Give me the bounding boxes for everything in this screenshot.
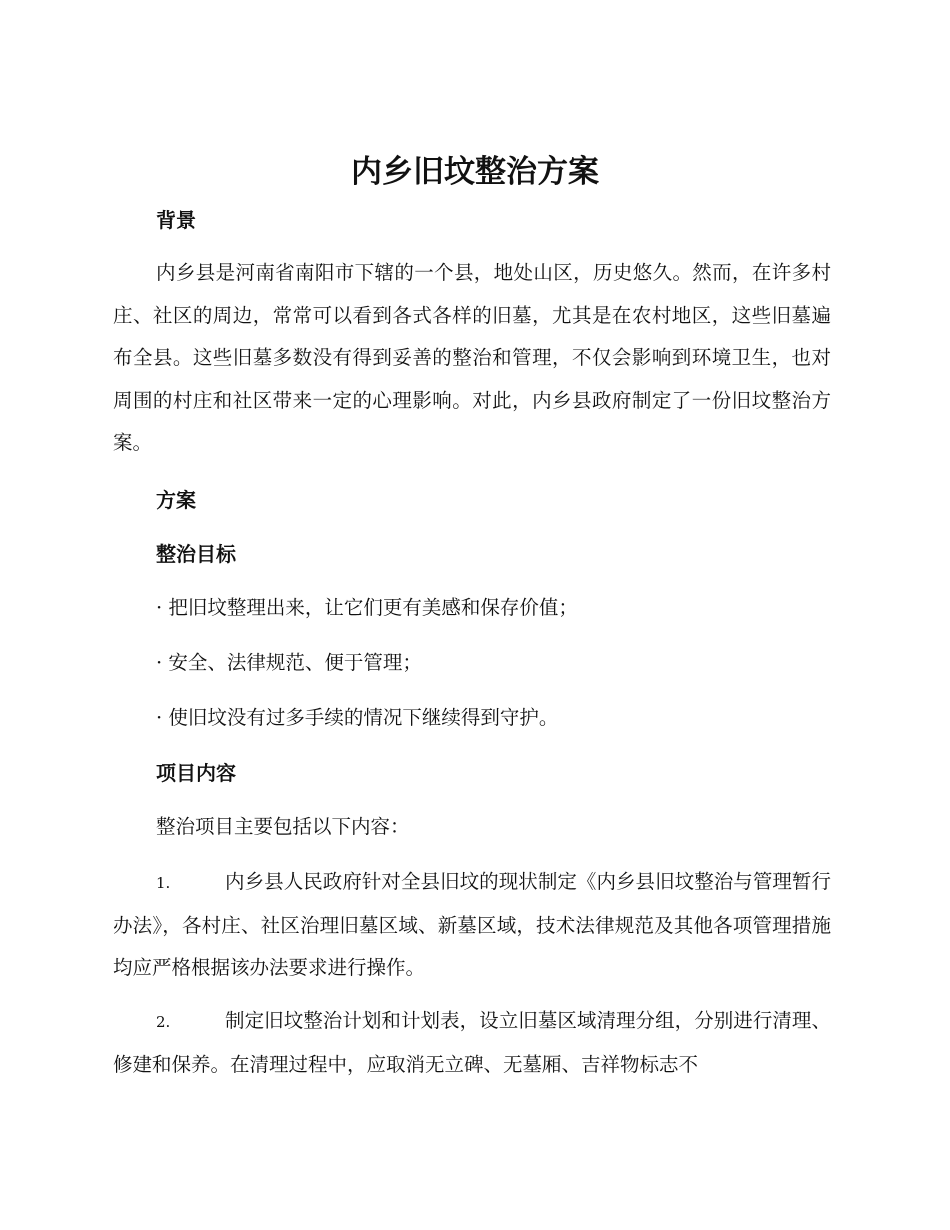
document-title: 内乡旧坟整治方案 [351, 154, 599, 190]
goal-bullet: · 安全、法律规范、便于管理； [156, 651, 422, 674]
content-item [113, 1000, 831, 1086]
item-number: 1. [156, 874, 171, 892]
heading-background: 背景 [156, 208, 196, 232]
item-text: 内乡县人民政府针对全县旧坟的现状制定《内乡县旧坟整治与管理暂行办法》，各村庄、社区治理旧墓区域、新墓区域，技术法律规范及其他各项管理措施均应严格根据该办法要求进行操作。 [113, 870, 831, 980]
background-paragraph: 内乡县是河南省南阳市下辖的一个县，地处山区，历史悠久。然而，在许多村庄、社区的周边，常常可以看到各式各样的旧墓，尤其是在农村地区，这些旧墓遍布全县。这些旧墓多数没有得到妥善的整治和管理，不仅会影响到环境卫生，也对周围的村庄和社区带来一定的心理影响。对此，内乡县政府制定了一份旧坟整治方案。 [113, 261, 831, 455]
heading-content: 项目内容 [156, 761, 236, 785]
content-intro: 整治项目主要包括以下内容： [156, 815, 410, 838]
item-number: 2. [156, 1013, 171, 1031]
goal-bullet: · 使旧坟没有过多手续的情况下继续得到守护。 [156, 706, 559, 729]
content-item [113, 861, 831, 990]
heading-plan: 方案 [156, 488, 196, 512]
heading-goals: 整治目标 [156, 542, 236, 566]
goal-bullet: · 把旧坟整理出来，让它们更有美感和保存价值； [156, 596, 578, 619]
item-text: 制定旧坟整治计划和计划表，设立旧墓区域清理分组，分别进行清理、修建和保养。在清理过程中，应取消无立碑、无墓厢、吉祥物标志不 [113, 1009, 831, 1076]
